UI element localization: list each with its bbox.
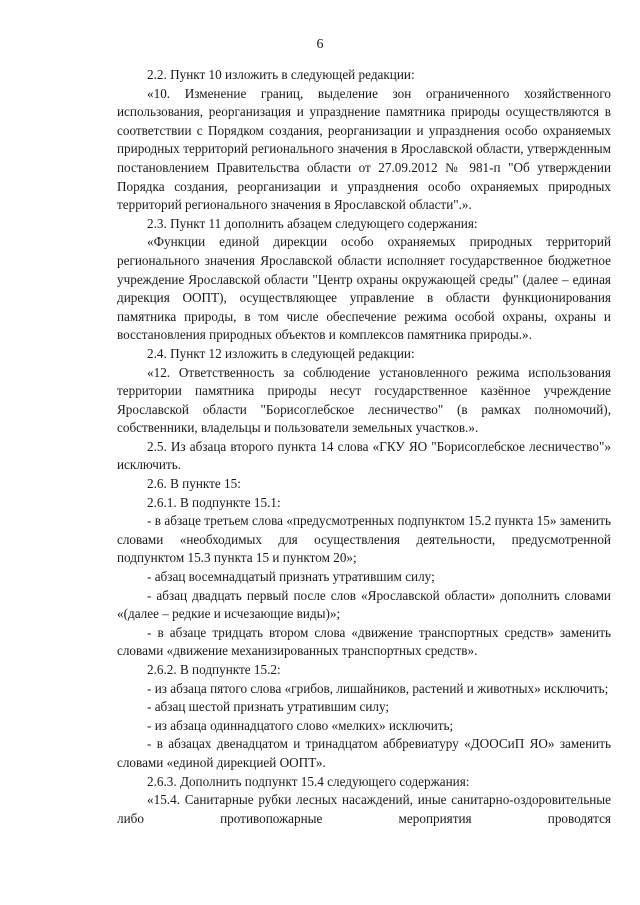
paragraph-2-3: 2.3. Пункт 11 дополнить абзацем следующего содержания: <box>147 215 478 231</box>
list-item-abzats-6: - абзац шестой признать утратившим силу; <box>147 699 390 715</box>
paragraph-point-15-4-text: «15.4. Санитарные рубки лесных насаждений, иные санитарно-оздоровительные либо противопожарные мероприятия проводятся <box>117 792 611 826</box>
page-number: 6 <box>316 37 324 52</box>
paragraph-2-6-3: 2.6.3. Дополнить подпункт 15.4 следующего содержания: <box>147 773 470 789</box>
paragraph-2-2: 2.2. Пункт 10 изложить в следующей редакции: <box>147 67 415 82</box>
document-body <box>117 66 611 828</box>
paragraph-2-4: 2.4. Пункт 12 изложить в следующей редакции: <box>147 345 415 361</box>
list-item-abzats-18: - абзац восемнадцатый признать утратившим силу; <box>147 569 435 585</box>
paragraph-2-6-1: 2.6.1. В подпункте 15.1: <box>147 494 281 510</box>
paragraph-2-5: 2.5. Из абзаца второго пункта 14 слова «ГКУ ЯО "Борисоглебское лесничество"» исключить. <box>117 438 611 473</box>
list-item-abzats-5: - из абзаца пятого слова «грибов, лишайников, растений и животных» исключить; <box>147 680 609 696</box>
list-item-abzats-32: - в абзаце тридцать втором слова «движение транспортных средств» заменить словами «движение механизированных транспортных средств». <box>117 624 611 659</box>
paragraph-2-6: 2.6. В пункте 15: <box>147 476 241 492</box>
paragraph-2-6-2: 2.6.2. В подпункте 15.2: <box>147 662 281 677</box>
paragraph-point-11-text: «Функции единой дирекции особо охраняемых природных территорий регионального значения Ярославской области исполняет государственное бюджетное учреждение Ярославской области "Центр охраны окружающей среды" (далее – единая дирекция ООПТ), осуществляющее управление в области функционирования памятника природы, в том числе обеспечение режима особой охраны, охраны и восстановления природных объектов и комплексов памятника природы.». <box>117 234 611 343</box>
paragraph-point-10-text: «10. Изменение границ, выделение зон ограниченного хозяйственного использования, реорганизация и упразднение памятника природы осуществляются в соответствии с Порядком создания, реорганизации и упразднения особо охраняемых природных территорий регионального значения в Ярославской области, утвержденным постановлением Правительства области от 27.09.2012 № 981-п "Об утверждении Порядка создания, реорганизации и упразднения особо охраняемых природных территорий регионального значения в Ярославской области".». <box>117 85 611 213</box>
list-item-abzats-3: - в абзаце третьем слова «предусмотренных подпунктом 15.2 пункта 15» заменить словами «необходимых для осуществления деятельности, предусмотренной подпунктом 15.3 пункта 15 и пунктом 20»; <box>117 513 611 566</box>
list-item-abzats-11: - из абзаца одиннадцатого слово «мелких» исключить; <box>147 717 454 733</box>
list-item-abzats-12-13: - в абзацах двенадцатом и тринадцатом аббревиатуру «ДООСиП ЯО» заменить словами «единой дирекцией ООПТ». <box>117 736 611 770</box>
list-item-abzats-21: - абзац двадцать первый после слов «Ярославской области» дополнить словами «(далее – редкие и исчезающие виды)»; <box>117 587 611 622</box>
paragraph-point-12-text: «12. Ответственность за соблюдение установленного режима использования территории памятника природы несут государственное казённое учреждение Ярославской области "Борисоглебское лесничество" (в рамках полномочий), собственники, владельцы и пользователи земельных участков.». <box>117 364 611 436</box>
